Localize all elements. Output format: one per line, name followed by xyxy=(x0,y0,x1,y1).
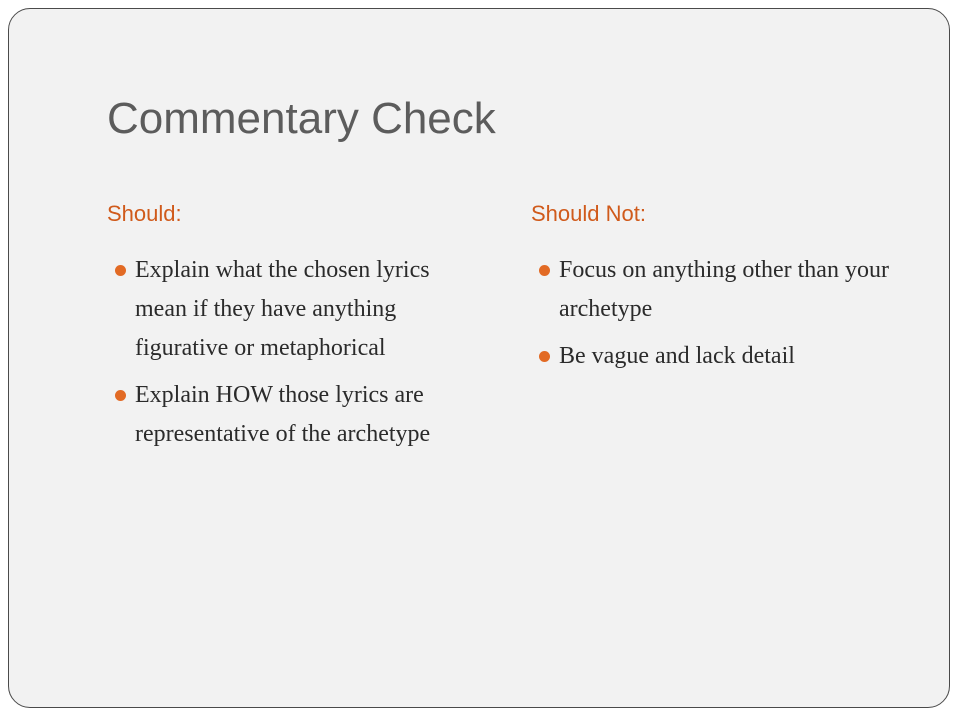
bullet-text: Focus on anything other than your archetype xyxy=(559,257,889,322)
slide-title: Commentary Check xyxy=(107,94,496,143)
bullet-dot-icon xyxy=(539,265,550,276)
bullet-dot-icon xyxy=(539,351,550,362)
bullet-item xyxy=(107,376,467,454)
bullet-item xyxy=(531,337,891,376)
should-not-heading: Should Not: xyxy=(531,201,646,226)
bullet-text: Explain what the chosen lyrics mean if they have anything figurative or metaphorical xyxy=(135,257,430,361)
slide-frame xyxy=(8,8,950,708)
bullet-text: Be vague and lack detail xyxy=(559,343,795,369)
should-bullet-list xyxy=(107,251,467,454)
bullet-dot-icon xyxy=(115,390,126,401)
should-not-bullet-list xyxy=(531,251,891,376)
bullet-dot-icon xyxy=(115,265,126,276)
should-heading: Should: xyxy=(107,201,182,226)
bullet-text: Explain HOW those lyrics are representative of the archetype xyxy=(135,382,431,447)
bullet-item xyxy=(531,251,891,329)
bullet-item xyxy=(107,251,467,368)
should-column xyxy=(107,199,467,462)
should-not-column xyxy=(531,199,891,384)
